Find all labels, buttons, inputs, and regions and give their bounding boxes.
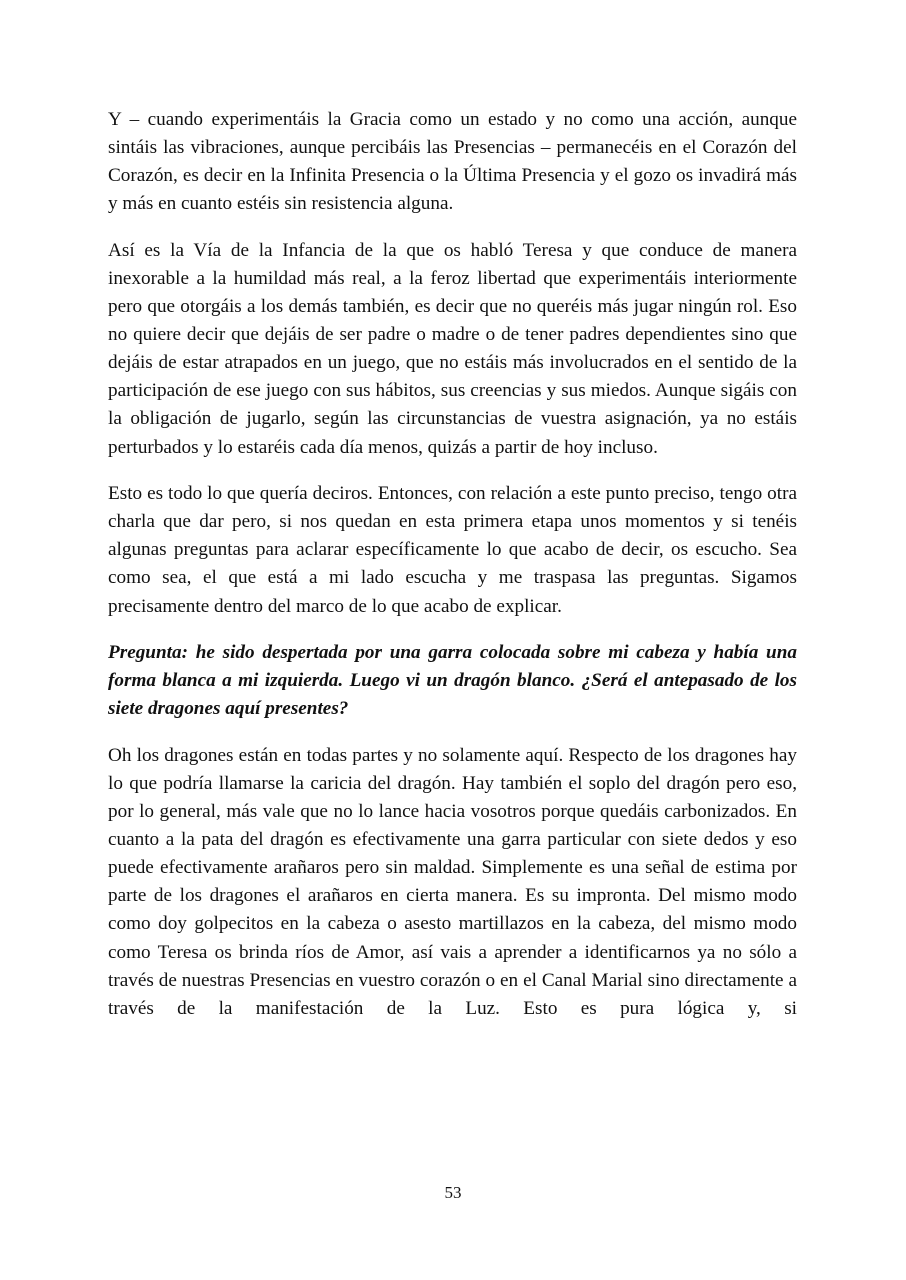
paragraph-5: Oh los dragones están en todas partes y no solamente aquí. Respecto de los dragones hay lo que podría llamarse la caricia del dragón. Hay también el soplo del dragón pero eso, por lo general, más vale que no lo lance hacia vosotros porque quedáis carbonizados. En cuanto a la pata del dragón es efectivamente una garra particular con siete dedos y eso puede efectivamente arañaros pero sin maldad. Simplemente es una señal de estima por parte de los dragones el arañaros en cierta manera. Es su impronta. Del mismo modo como doy golpecitos en la cabeza o asesto martillazos en la cabeza, del mismo modo como Teresa os brinda ríos de Amor, así vais a aprender a identificarnos ya no sólo a través de nuestras Presencias en vuestro corazón o en el Canal Marial sino directamente a través de la manifestación de la Luz. Esto es pura lógica y, si <box>108 744 797 1019</box>
page-body <box>108 106 797 1041</box>
paragraph-2: Así es la Vía de la Infancia de la que os habló Teresa y que conduce de manera inexorable a la humildad más real, a la feroz libertad que experimentáis interiormente pero que otorgáis a los demás también, es decir que no queréis más jugar ningún rol. Eso no quiere decir que dejáis de ser padre o madre o de tener padres dependientes sino que dejáis de estar atrapados en un juego, que no estáis más involucrados en el sentido de la participación de ese juego con sus hábitos, sus creencias y sus miedos. Aunque sigáis con la obligación de jugarlo, según las circunstancias de vuestra asignación, ya no estáis perturbados y lo estaréis cada día menos, quizás a partir de hoy incluso. <box>108 239 797 458</box>
question-paragraph: Pregunta: he sido despertada por una garra colocada sobre mi cabeza y había una forma blanca a mi izquierda. Luego vi un dragón blanco. ¿Será el antepasado de los siete dragones aquí presentes? <box>108 642 797 720</box>
paragraph-1: Y – cuando experimentáis la Gracia como un estado y no como una acción, aunque sintáis las vibraciones, aunque percibáis las Presencias – permanecéis en el Corazón del Corazón, es decir en la Infinita Presencia o la Última Presencia y el gozo os invadirá más y más en cuanto estéis sin resistencia alguna. <box>108 109 797 215</box>
page-number: 53 <box>444 1183 462 1202</box>
paragraph-3: Esto es todo lo que quería deciros. Entonces, con relación a este punto preciso, tengo otra charla que dar pero, si nos quedan en esta primera etapa unos momentos y si tenéis algunas preguntas para aclarar específicamente lo que acabo de decir, os escucho. Sea como sea, el que está a mi lado escucha y me traspasa las preguntas. Sigamos precisamente dentro del marco de lo que acabo de explicar. <box>108 483 797 617</box>
